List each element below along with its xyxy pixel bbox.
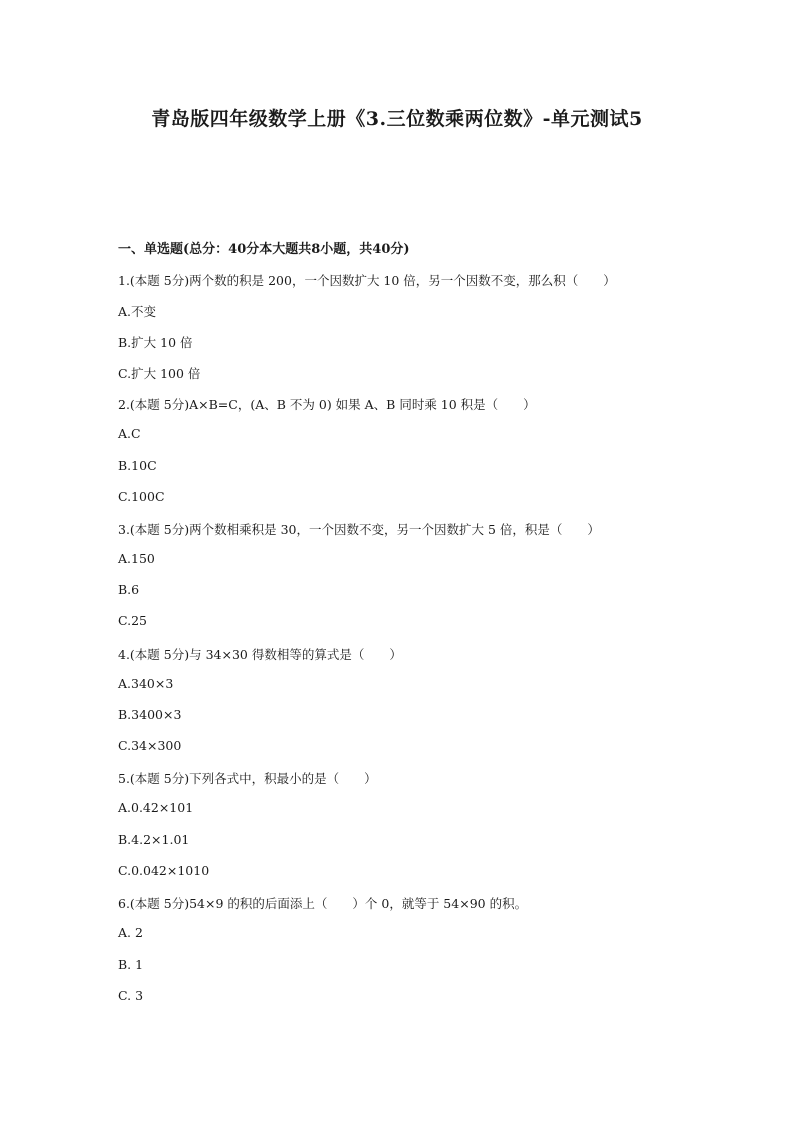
question-4-option-b[interactable]: B.3400×3 — [118, 707, 182, 722]
question-1-stem: 1.(本题 5分)两个数的积是 200，一个因数扩大 10 倍，另一个因数不变，那么积（ ） — [118, 273, 616, 288]
question-4-stem: 4.(本题 5分)与 34×30 得数相等的算式是（ ） — [118, 647, 402, 662]
question-1-option-a[interactable]: A.不变 — [118, 304, 157, 319]
question-4-option-c[interactable]: C.34×300 — [118, 738, 182, 753]
question-2-option-b[interactable]: B.10C — [118, 458, 157, 473]
question-6-option-b[interactable]: B. 1 — [118, 957, 144, 972]
question-1-option-c[interactable]: C.扩大 100 倍 — [118, 366, 201, 381]
question-3-option-b[interactable]: B.6 — [118, 582, 140, 597]
question-2-option-a[interactable]: A.C — [118, 426, 141, 441]
question-5-option-b[interactable]: B.4.2×1.01 — [118, 832, 190, 847]
question-6-option-a[interactable]: A. 2 — [118, 925, 143, 940]
question-5-option-c[interactable]: C.0.042×1010 — [118, 863, 210, 878]
question-3-stem: 3.(本题 5分)两个数相乘积是 30，一个因数不变，另一个因数扩大 5 倍，积是（ ） — [118, 522, 600, 537]
question-2-stem: 2.(本题 5分)A×B=C，(A、B 不为 0) 如果 A、B 同时乘 10 积是（ ） — [118, 397, 536, 412]
question-3-option-a[interactable]: A.150 — [118, 551, 155, 566]
question-3-option-c[interactable]: C.25 — [118, 613, 147, 628]
question-2-option-c[interactable]: C.100C — [118, 489, 165, 504]
question-5-option-a[interactable]: A.0.42×101 — [118, 800, 194, 815]
question-6-stem: 6.(本题 5分)54×9 的积的后面添上（ ）个 0，就等于 54×90 的积。 — [118, 896, 528, 911]
section-header: 一、单选题(总分：40分本大题共8小题，共40分) — [118, 242, 410, 257]
question-5-stem: 5.(本题 5分)下列各式中，积最小的是（ ） — [118, 771, 377, 786]
question-6-option-c[interactable]: C. 3 — [118, 988, 144, 1003]
question-1-option-b[interactable]: B.扩大 10 倍 — [118, 335, 193, 350]
question-4-option-a[interactable]: A.340×3 — [118, 676, 174, 691]
page-title: 青岛版四年级数学上册《3.三位数乘两位数》-单元测试5 — [151, 108, 643, 130]
